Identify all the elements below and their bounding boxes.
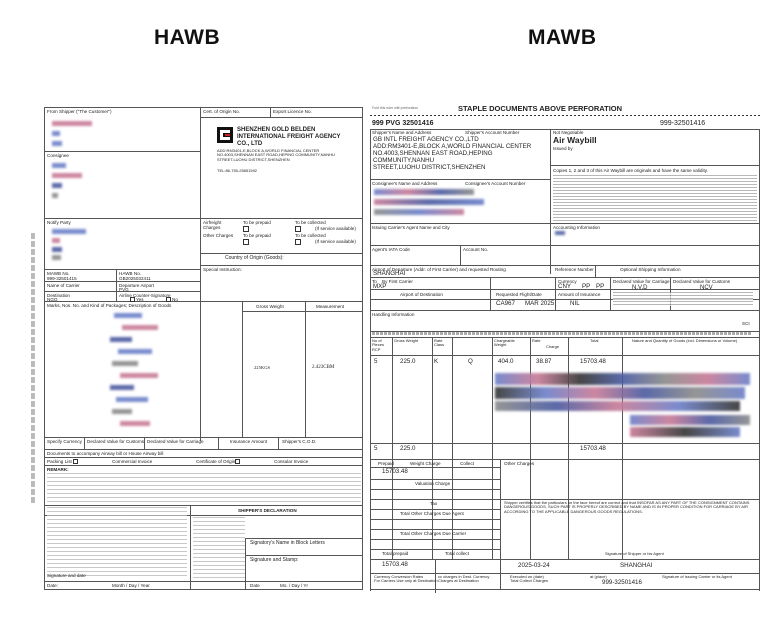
prepaid-label: Prepaid	[378, 461, 394, 466]
certificate-origin-checkbox[interactable]	[235, 459, 240, 464]
ncv-value: NCV	[700, 285, 713, 291]
no-label: No	[172, 297, 178, 302]
routing-value: MXP	[373, 283, 387, 290]
airfreight-collected: To be collected	[295, 220, 326, 225]
issuing-agent-label: Issuing Carrier's Agent Name and City	[372, 225, 450, 230]
airfreight-if-service: (If service available)	[315, 226, 356, 231]
not-negotiable: Not Negotiable	[553, 130, 584, 135]
total-collect-label: Total collect	[445, 551, 469, 556]
other-collected-checkbox[interactable]	[295, 239, 301, 245]
total-header: Total	[590, 338, 599, 343]
insurance-label: Insurance Amount	[230, 439, 268, 444]
destination-label: Destination	[47, 293, 70, 298]
awb-number-left: 999 PVG 32501416	[372, 120, 434, 127]
packing-list-label: Packing List	[47, 459, 72, 464]
flight-date-label: Requested Flight/Date	[496, 292, 542, 297]
cert-origin-label: Cert. of Origin No.	[203, 109, 241, 114]
consular-invoice-label: Consular Invoice	[274, 459, 309, 464]
charges-label: Charges	[203, 225, 221, 230]
departure-label: Airport of Departure (Addr. of First Carrier) and requested Routing	[372, 267, 506, 272]
shipper-account-label: Shipper's Account Number	[465, 130, 520, 135]
mawb-no-value: 999-32501415	[47, 276, 77, 281]
marks-label: Marks, Nos. No. and Kind of Packages; Description of Goods	[47, 303, 172, 308]
place-executed-value: SHANGHAI	[620, 562, 653, 569]
accounting-label: Accounting Information	[553, 225, 600, 230]
nil-value: NIL	[570, 300, 580, 307]
account-no-label: Account No.	[463, 247, 489, 252]
staple-notice: STAPLE DOCUMENTS ABOVE PERFORATION	[458, 105, 623, 113]
departure-value: SHANGHAI	[373, 270, 406, 277]
gross-weight-value: 225KGS	[254, 365, 271, 370]
terms-fine-print	[47, 507, 187, 579]
measurement-value: 2.423CBM	[312, 365, 335, 370]
tax-label: Tax	[430, 501, 438, 506]
declared-customs-label: Declared Value for Customs	[673, 279, 731, 284]
airport-dest-label: Airport of Destination	[400, 292, 443, 297]
other-prepaid-checkbox[interactable]	[243, 239, 249, 245]
to-label: To	[372, 279, 377, 284]
departure-value: PVG	[119, 287, 129, 292]
chargeable-value: 404.0	[498, 358, 514, 365]
agent-iata-label: Agent's IATA Code	[372, 247, 410, 252]
other-charges-label: Other Charges	[504, 461, 535, 466]
coll-value: PP	[596, 283, 605, 290]
declared-carriage-label: Declared Value for Carriage	[613, 279, 670, 284]
handling-label: Handling Information	[372, 312, 415, 317]
remark-fine-print	[47, 473, 361, 503]
date-value: MAR 2025	[525, 300, 555, 307]
commercial-invoice-label: Commercial Invoice	[112, 459, 153, 464]
departure-label: Departure Airport	[119, 283, 154, 288]
export-licence-label: Export Licence No.	[273, 109, 312, 114]
hawb-heading: HAWB	[154, 26, 221, 49]
signature-shipper-label: Signature of Shipper or his Agent	[605, 551, 664, 556]
redacted-notify	[52, 229, 86, 234]
prepaid-value: 15703.48	[382, 468, 408, 475]
shipper-certification: Shipper certifies that the particulars on the face hereof are correct and that INSOFAR AS ANY PART OF THE CONSIGNMENT CONTAINS DANGEROUS GOODS, SUCH PART IS PROPERLY DESCRIBED BY NAME AND IS IN PROPER CONDITION FOR CARRIAGE BY AIR ACCORDING TO THE APPLICABLE DANGEROUS GOODS REGULATIONS.	[504, 500, 750, 514]
shipper-addr-4: STREET,LUOHU DISTRICT,SHENZHEN	[373, 164, 486, 171]
total-value: 15703.48	[580, 358, 606, 365]
sci-label: SCI	[742, 321, 750, 326]
other-if-service: (If service available)	[315, 239, 356, 244]
consignee-label: Consignee's Name and Address	[372, 181, 438, 186]
yes-label: Yes	[136, 297, 144, 302]
cc-charges-label: cc charges in Dest. Currency	[438, 574, 490, 579]
airline-signature-label: Airline Counter-Signature	[119, 293, 171, 298]
shipper-label: Shipper's Name and Address	[372, 130, 432, 135]
copies-note: Copies 1, 2 and 3 of this Air Waybill are originals and have the same validity.	[553, 168, 708, 173]
weight-total: 225.0	[400, 445, 416, 452]
gross-weight-label: Gross Weight	[256, 304, 284, 309]
amount-insurance-label: Amount of Insurance	[558, 292, 601, 297]
nature-header: Nature and Quantity of Goods (incl. Dimensions or Volume)	[632, 338, 738, 343]
signature-date-label: Signature and date	[47, 573, 86, 578]
pieces-header: No of Pieces RCP	[372, 338, 385, 352]
chargeable-header: Chargeable Weight	[494, 338, 515, 348]
gross-weight-header: Gross Weight	[394, 338, 419, 343]
currency-label: Currency	[558, 279, 577, 284]
hawb-no-label: HAWB No.	[119, 271, 142, 276]
mawb-heading: MAWB	[528, 26, 597, 49]
date-executed-value: 2025-03-24	[518, 562, 550, 569]
executed-on-label: Executed on (date)	[510, 574, 544, 579]
packing-list-checkbox[interactable]	[73, 459, 78, 464]
signatory-name-label: Signatory's Name in Block Letters	[250, 540, 325, 546]
flight-value: CA967	[496, 300, 515, 307]
hawb-no-value: GB2025032411	[119, 276, 151, 281]
airfreight-prepaid: To be prepaid	[243, 220, 271, 225]
nvd-value: N.V.D	[632, 285, 648, 291]
shipper-name: GB INTL FREIGHT AGENCY CO.,LTD	[373, 136, 479, 143]
documents-label: Documents to accompany Airway bill or House Airway bill	[47, 451, 164, 456]
side-fine-print	[31, 233, 35, 503]
declaration-fine-print	[193, 517, 245, 579]
destination-value: NGO	[47, 297, 58, 302]
grand-total: 15703.48	[580, 445, 606, 452]
insurance-fine-print	[613, 292, 753, 306]
signature-carrier-label: Signature of Issuing Carrier or its Agent	[662, 574, 732, 579]
shipper-addr-3: COMMUNITY,NANHU	[373, 157, 435, 164]
declared-carriage-label: Declared Value for Carriage	[147, 439, 204, 444]
redacted-consignee	[52, 163, 66, 168]
bottom-awb-number: 999-32501416	[602, 579, 642, 586]
redacted-shipper	[52, 121, 92, 126]
company-name: SHENZHEN GOLD BELDEN INTERNATIONAL FREIGHT AGENCY CO., LTD	[237, 127, 341, 147]
pieces-total: 5	[374, 445, 378, 452]
total-prepaid-value: 15703.48	[382, 561, 408, 568]
no-checkbox[interactable]	[166, 297, 171, 302]
rate-value: 38.87	[536, 358, 552, 365]
declared-customs-label: Declared Value for Customs	[87, 439, 145, 444]
airfreight-label: Airfreight	[203, 220, 222, 225]
air-waybill-title: Air Waybill	[553, 135, 597, 145]
shipper-cod-label: Shipper's C.O.D.	[282, 439, 317, 444]
fold-note: Fold this ruler with perforation	[372, 106, 419, 110]
redacted-goods	[114, 313, 142, 318]
rate-class-header: Rate Class	[434, 338, 445, 348]
conversion-label: Currency Conversion Rates	[374, 574, 424, 579]
other-charges-label: Other Charges	[203, 233, 234, 238]
other-collected: To be collected	[295, 233, 326, 238]
conditions-fine-print	[553, 175, 757, 221]
optional-info-label: Optional Shipping Information	[620, 267, 681, 272]
other-prepaid: To be prepaid	[243, 233, 271, 238]
weight-value: 225.0	[400, 358, 416, 365]
reference-label: Reference Number	[555, 267, 594, 272]
hawb-document	[30, 103, 365, 591]
weight-charge-label: Weight Charge	[410, 461, 441, 466]
valuation-label: Valuation Charge	[415, 481, 451, 486]
mawb-no-label: MAWB No.	[47, 271, 70, 276]
company-address: ADD:RM3401-E,BLOCK A,WORLD FINANCIAL CENTER NO.4003,SHENNAN EAST ROAD,HEPING COMMUNITY,NANHU STREET,LUOHU DISTRICT,SHENZHEN	[217, 148, 335, 162]
country-origin-label: Country of Origin (Goods):	[225, 255, 284, 261]
date-label: Date	[250, 583, 260, 588]
date-left-parts: Month / Day / Year	[112, 583, 150, 588]
yes-checkbox[interactable]	[130, 297, 135, 302]
rate-header: Rate	[532, 338, 541, 343]
pieces-value: 5	[374, 358, 378, 365]
carrier-label: Name of Carrier	[47, 283, 80, 288]
awb-number-right: 999-32501416	[660, 120, 706, 127]
from-shipper-label: From Shipper ("The Customer")	[47, 109, 112, 114]
certificate-origin-label: Certificate of Origin	[196, 459, 236, 464]
shipper-addr-1: ADD:RM3401-E,BLOCK A,WORLD FINANCIAL CENTER	[373, 143, 532, 150]
consignee-account-label: Consignee's Account Number	[465, 181, 526, 186]
currency-value: CNY	[558, 283, 572, 290]
airfreight-prepaid-checkbox[interactable]	[243, 226, 249, 232]
by-first-carrier-label: By First Carrier	[382, 279, 413, 284]
class-value: Q	[468, 358, 473, 365]
date-left-label: Date:	[47, 583, 58, 588]
at-place-label: at (place)	[590, 574, 607, 579]
consignee-label: Consignee	[47, 153, 69, 158]
signature-stamp-label: Signature and Stamp:	[250, 557, 299, 563]
declaration-text	[262, 517, 362, 537]
total-due-agent-label: Total Other Charges Due Agent	[400, 511, 464, 516]
redacted-consignee	[374, 189, 474, 195]
charge-header: Charge	[546, 344, 560, 349]
charges-destination-label: Charges at Destination	[438, 578, 479, 583]
notify-party-label: Notify Party	[47, 220, 71, 225]
shipper-addr-2: NO.4003,SHENNAN EAST ROAD,HEPING	[373, 150, 493, 157]
remark-label: REMARK:	[47, 467, 69, 472]
collect-label: Collect	[460, 461, 475, 466]
shippers-declaration-title: SHIPPER'S DECLARATION	[238, 508, 297, 513]
issued-by: Issued by	[553, 146, 573, 151]
airfreight-collected-checkbox[interactable]	[295, 226, 301, 232]
redacted-goods	[495, 373, 750, 385]
total-due-carrier-label: Total Other Charges Due Carrier	[400, 531, 467, 536]
date-parts: Mo. / Day / Yr	[280, 583, 308, 588]
total-prepaid-label: Total prepaid	[382, 551, 409, 556]
special-instruction-label: Special Instruction:	[203, 267, 242, 272]
company-logo	[217, 127, 233, 143]
unit-value: K	[434, 358, 439, 365]
specify-currency-label: Specify Currency	[47, 439, 82, 444]
ppd-value: PP	[582, 283, 591, 290]
mawb-document	[370, 105, 760, 593]
for-carrier-label: For Carriers Use only at Destination	[374, 578, 438, 583]
measurement-label: Measurement	[316, 304, 345, 309]
total-collect-charges-label: Total Collect Charges	[510, 578, 549, 583]
company-tel: TEL:86-755-25851592	[217, 168, 258, 173]
